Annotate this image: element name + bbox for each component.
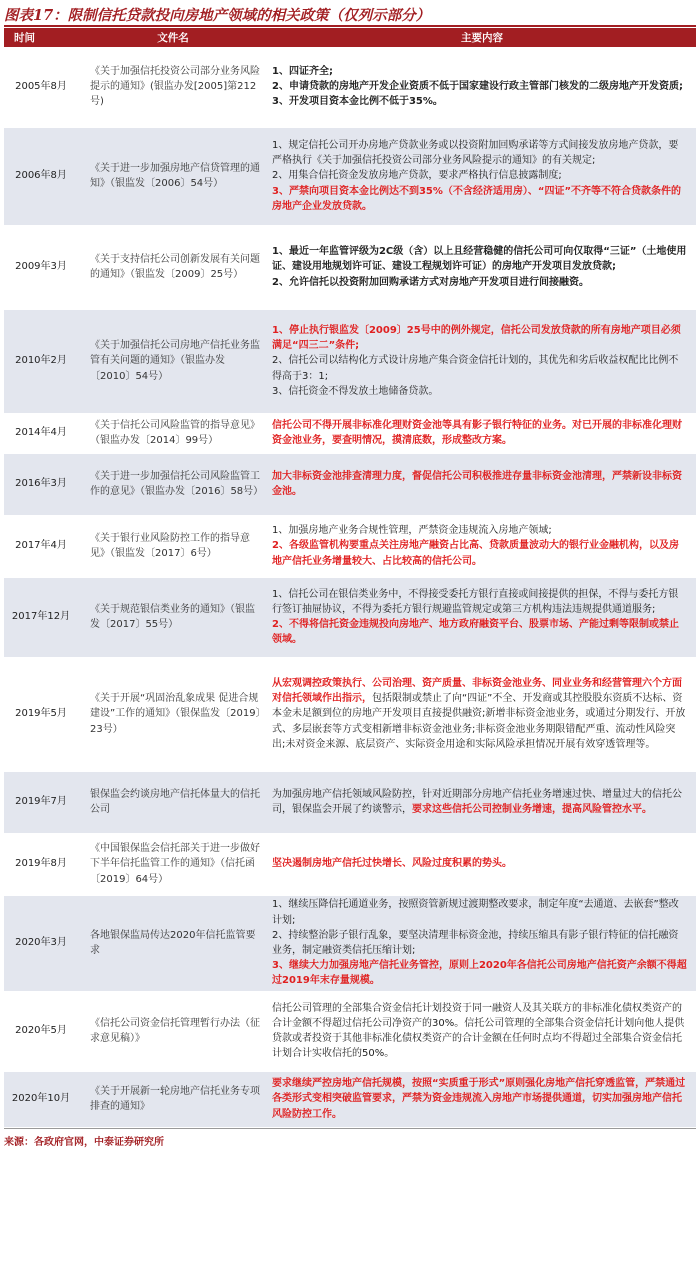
row-document: 《关于进一步加强房地产信贷管理的通知》（银监发〔2006〕54号）: [78, 127, 268, 225]
content-point: [272, 787, 688, 817]
content-point: 1、信托公司在银信类业务中，不得接受委托方银行直接或间接提供的担保，不得与委托方银行签订抽屉协议，不得为委托方银行规避监管规定或第三方机构违法违规提供通道服务;: [272, 588, 679, 615]
table-row: [4, 833, 696, 895]
row-document: 《关于支持信托公司创新发展有关问题的通知》（银监发〔2009〕25号）: [78, 225, 268, 309]
row-content: [268, 47, 696, 127]
content-point: 2、各级监管机构要重点关注房地产融资占比高、贷款质量波动大的银行业金融机构，以及房地产信托业务增量较大、占比较高的信托公司。: [272, 540, 679, 567]
content-point-lead: 从宏观调控政策执行、公司治理、资产质量、非标资金池业务、同业业务和经营管理六个方面对信托领域作出指示，: [272, 677, 682, 705]
row-content: [268, 895, 696, 991]
table-row: [4, 413, 696, 453]
header-doc: 文件名: [78, 28, 268, 47]
source-footer: [4, 1128, 696, 1152]
row-time: 2019年8月: [4, 833, 78, 895]
row-content: [268, 413, 696, 453]
row-time: 2009年3月: [4, 225, 78, 309]
content-point: 信托公司管理的全部集合资金信托计划投资于同一融资人及其关联方的非标准化债权类资产的合计金额不得超过信托公司净资产的30%。信托公司管理的全部集合资金信托计划向他人提供贷款或者投资于其他非标准化债权类资产的合计金额在任何时点均不得超过全部集合资金信托计划合计实收信托的50%。: [272, 1002, 685, 1060]
row-time: 2016年3月: [4, 453, 78, 515]
table-row: [4, 771, 696, 833]
content-point: [272, 676, 688, 752]
table-row: [4, 127, 696, 225]
content-point: 1、继续压降信托通道业务，按照资管新规过渡期整改要求，制定年度“去通道、去嵌套”整改计划;: [272, 899, 679, 926]
figure-title: 图表17：限制信托贷款投向房地产领域的相关政策（仅列示部分）: [4, 6, 431, 24]
row-time: 2006年8月: [4, 127, 78, 225]
row-document: 《关于进一步加强信托公司风险监管工作的意见》（银监办发〔2016〕58号）: [78, 453, 268, 515]
row-content: [268, 309, 696, 413]
table-row: [4, 577, 696, 657]
source-text: 来源：各政府官网，中泰证券研究所: [4, 1136, 164, 1148]
content-point: 2、持续整治影子银行乱象，要坚决清理非标资金池，持续压缩具有影子银行特征的信托融资业务，制定融资类信托压缩计划;: [272, 929, 679, 956]
table-row: [4, 47, 696, 127]
content-point: 3、信托资金不得发放土地储备贷款。: [272, 385, 439, 397]
row-document: 各地银保监局传达2020年信托监管要求: [78, 895, 268, 991]
row-time: 2017年4月: [4, 515, 78, 577]
table-row: [4, 225, 696, 309]
table-row: [4, 1071, 696, 1127]
content-point-lead: 为加强房地产信托领域风险防控，针对近期部分房地产信托业务增速过快、增量过大的信托公司，银保监会开展了约谈警示，: [272, 788, 682, 815]
table-row: [4, 453, 696, 515]
row-document: 《关于加强信托公司房地产信托业务监管有关问题的通知》（银监办发〔2010〕54号）: [78, 309, 268, 413]
title-row: [4, 3, 696, 27]
row-content: [268, 771, 696, 833]
content-point: 2、申请贷款的房地产开发企业资质不低于国家建设行政主管部门核发的二级房地产开发资质;: [272, 81, 683, 93]
row-document: 银保监会约谈房地产信托体量大的信托公司: [78, 771, 268, 833]
content-point: 3、开发项目资本金比例不低于35%。: [272, 96, 443, 108]
content-point: 2、允许信托以投资附加回购承诺方式对房地产开发项目进行间接融资。: [272, 276, 589, 288]
row-content: [268, 1071, 696, 1127]
row-time: 2020年3月: [4, 895, 78, 991]
table-row: [4, 515, 696, 577]
row-time: 2014年4月: [4, 413, 78, 453]
row-document: 《关于开展新一轮房地产信托业务专项排查的通知》: [78, 1071, 268, 1127]
content-point: 要求继续严控房地产信托规模，按照“实质重于形式”原则强化房地产信托穿透监管，严禁通过各类形式变相突破监管要求，严禁为资金违规流入房地产市场提供通道，切实加强房地产信托风险防控工作。: [272, 1078, 686, 1120]
row-content: [268, 833, 696, 895]
row-document: 《信托公司资金信托管理暂行办法（征求意见稿）》: [78, 991, 268, 1071]
content-point-tail: 包括限制或禁止了向“四证”不全、开发商或其控股股东资质不达标、资本金未足额到位的房地产开发项目直接提供融资;新增非标资金池业务，或通过分期发行、开放式、多层嵌套等方式变相新增非标资金池业务;非标资金池业务期限错配严重、流动性风险突出;未对资金来源、底层资产、实际资金用途和实际风险承担情况开展有效穿透管理等。: [272, 693, 686, 750]
row-document: 《关于开展“巩固治乱象成果 促进合规建设”工作的通知》（银保监发〔2019〕23号）: [78, 657, 268, 771]
header-time: 时间: [4, 28, 78, 47]
content-point: 1、最近一年监管评级为2C级（含）以上且经营稳健的信托公司可向仅取得“三证”（土地使用证、建设用地规划许可证、建设工程规划许可证）的房地产开发项目发放贷款;: [272, 246, 687, 273]
row-content: [268, 453, 696, 515]
row-time: 2017年12月: [4, 577, 78, 657]
row-document: 《关于银行业风险防控工作的指导意见》（银监发〔2017〕6号）: [78, 515, 268, 577]
content-point: 1、加强房地产业务合规性管理，严禁资金违规流入房地产领域;: [272, 525, 552, 537]
row-time: 2020年5月: [4, 991, 78, 1071]
content-point: 2、不得将信托资金违规投向房地产、地方政府融资平台、股票市场、产能过剩等限制或禁止领域。: [272, 619, 679, 646]
content-point: 3、继续大力加强房地产信托业务管控，原则上2020年各信托公司房地产信托资产余额不得超过2019年末存量规模。: [272, 960, 687, 987]
table-body: [4, 47, 696, 1127]
content-point: 1、规定信托公司开办房地产贷款业务或以投资附加回购承诺等方式间接发放房地产贷款，要严格执行《关于加强信托投资公司部分业务风险提示的通知》的有关规定;: [272, 139, 679, 167]
row-content: [268, 515, 696, 577]
row-document: 《关于规范银信类业务的通知》（银监发〔2017〕55号）: [78, 577, 268, 657]
content-point: 2、信托公司以结构化方式设计房地产集合资金信托计划的，其优先和劣后收益权配比比例不得高于3：1;: [272, 355, 679, 382]
table-row: [4, 991, 696, 1071]
content-point-tail: 要求这些信托公司控制业务增速，提高风险管控水平。: [412, 804, 652, 815]
row-document: 《中国银保监会信托部关于进一步做好下半年信托监管工作的通知》（信托函〔2019〕64号）: [78, 833, 268, 895]
row-content: [268, 991, 696, 1071]
table-row: [4, 657, 696, 771]
content-point: 3、严禁向项目资本金比例达不到35%（不含经济适用房）、“四证”不齐等不符合贷款条件的房地产企业发放贷款。: [272, 185, 682, 212]
table-row: [4, 895, 696, 991]
content-point: 1、四证齐全;: [272, 65, 333, 77]
row-document: 《关于信托公司风险监管的指导意见》（银监办发〔2014〕99号）: [78, 413, 268, 453]
row-content: [268, 657, 696, 771]
row-time: 2020年10月: [4, 1071, 78, 1127]
header-content: 主要内容: [268, 28, 696, 47]
table-header-row: [4, 28, 696, 47]
policy-table: [4, 28, 696, 1128]
row-time: 2019年5月: [4, 657, 78, 771]
row-content: [268, 127, 696, 225]
row-time: 2019年7月: [4, 771, 78, 833]
row-content: [268, 577, 696, 657]
content-point: 加大非标资金池排查清理力度，督促信托公司积极推进存量非标资金池清理，严禁新设非标资金池。: [272, 470, 682, 497]
content-point: 信托公司不得开展非标准化理财资金池等具有影子银行特征的业务。对已开展的非标准化理财资金池业务，要查明情况，摸清底数，形成整改方案。: [272, 419, 682, 446]
row-time: 2005年8月: [4, 47, 78, 127]
row-document: 《关于加强信托投资公司部分业务风险提示的通知》(银监办发[2005]第212号): [78, 47, 268, 127]
row-time: 2010年2月: [4, 309, 78, 413]
content-point: 坚决遏制房地产信托过快增长、风险过度积累的势头。: [272, 858, 512, 870]
row-content: [268, 225, 696, 309]
content-point: 1、停止执行银监发〔2009〕25号中的例外规定，信托公司发放贷款的所有房地产项目必须满足“四三二”条件;: [272, 324, 681, 352]
content-point: 2、用集合信托资金发放房地产贷款，要求严格执行信息披露制度;: [272, 170, 562, 182]
table-row: [4, 309, 696, 413]
